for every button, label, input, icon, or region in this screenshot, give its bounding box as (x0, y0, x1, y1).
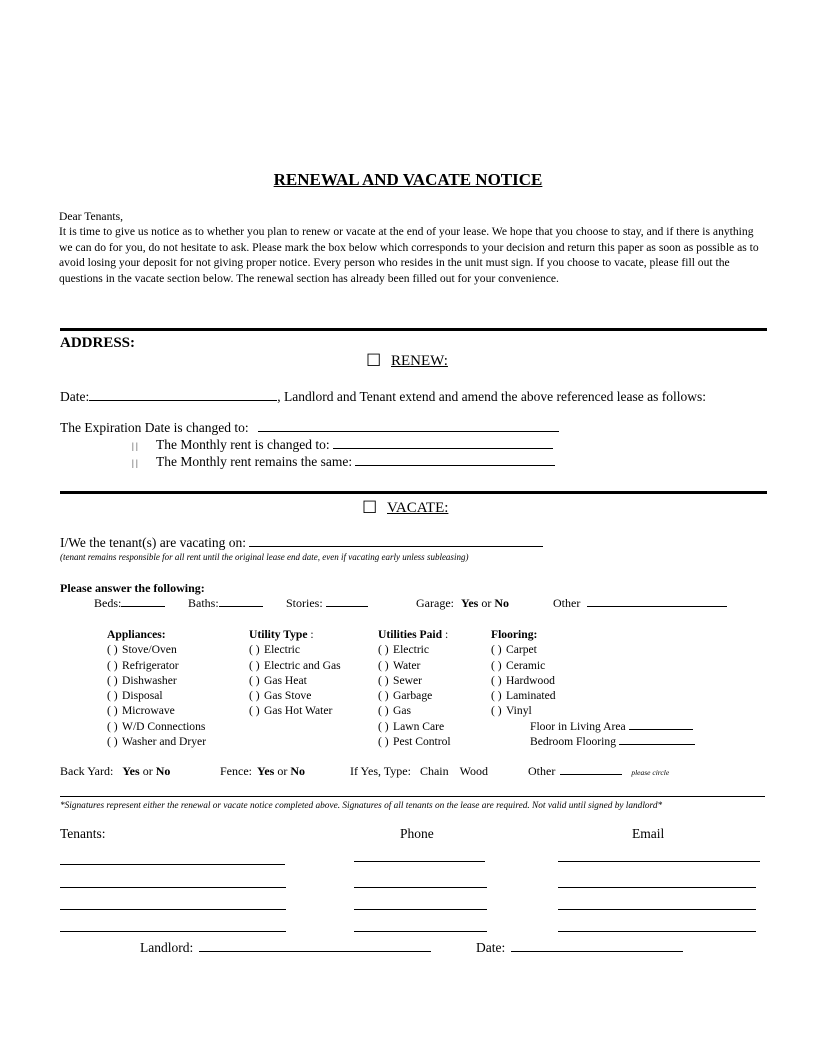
tenant-signature-line[interactable] (60, 887, 286, 888)
utilities-paid-heading: Utilities Paid : (378, 628, 449, 641)
fence-type-row (350, 764, 488, 779)
landlord-row (140, 940, 431, 956)
address-label: ADDRESS: (60, 335, 136, 351)
other-row (553, 596, 727, 611)
beds-label: Beds: (94, 596, 122, 610)
email-line[interactable] (558, 909, 756, 910)
phone-line[interactable] (354, 931, 487, 932)
appliances-heading: Appliances: (107, 628, 166, 641)
list-item[interactable]: ( ) Washer and Dryer (107, 735, 207, 749)
vacating-date-field[interactable] (249, 545, 543, 547)
renew-label: RENEW: (391, 353, 448, 369)
flooring-heading: Flooring: (491, 628, 538, 641)
utilities-paid-column (378, 627, 451, 749)
expiration-row (60, 420, 559, 436)
list-item[interactable]: ( ) Lawn Care (378, 719, 445, 733)
email-label: Email (632, 826, 665, 841)
fence-other-row (528, 764, 669, 779)
date-label: Date: (60, 389, 90, 404)
phone-line[interactable] (354, 909, 487, 910)
fence-label: Fence: (220, 764, 252, 778)
bedroom-flooring-row (530, 734, 695, 749)
stories-label: Stories: (286, 596, 323, 610)
utility-type-column (249, 627, 341, 719)
list-item[interactable]: ( ) W/D Connections (107, 719, 206, 733)
floor-living-row (530, 719, 693, 734)
vacate-label: VACATE: (387, 500, 449, 516)
divider (60, 491, 767, 494)
other-label: Other (553, 596, 581, 610)
fence-type-chain[interactable]: Chain (419, 764, 449, 778)
divider (60, 328, 767, 331)
list-item[interactable]: ( ) Hardwood (491, 673, 555, 687)
renew-date-row (60, 389, 706, 405)
baths-label: Baths: (188, 596, 219, 610)
fence-row (220, 764, 305, 779)
list-item[interactable]: ( ) Microwave (107, 704, 175, 718)
renew-header (366, 352, 448, 370)
divider (60, 796, 765, 797)
vacate-checkbox[interactable]: ☐ (362, 498, 378, 517)
rent-changed-label: The Monthly rent is changed to: (156, 437, 330, 452)
date-suffix: , Landlord and Tenant extend and amend the above referenced lease as follows: (277, 389, 707, 404)
rent-same-field[interactable] (355, 464, 555, 466)
appliances-column (107, 627, 206, 749)
landlord-date-line[interactable] (511, 950, 683, 952)
list-item[interactable]: ( ) Electric (249, 643, 301, 657)
rent-changed-row (132, 437, 553, 453)
landlord-signature-line[interactable] (199, 950, 431, 952)
list-item[interactable]: ( ) Ceramic (491, 658, 546, 672)
please-circle-note: please circle (631, 768, 670, 777)
phone-line[interactable] (354, 887, 487, 888)
other-field[interactable] (587, 605, 727, 607)
floor-living-label: Floor in Living Area (530, 720, 626, 733)
list-item[interactable]: ( ) Disposal (107, 689, 163, 703)
list-item[interactable]: ( ) Laminated (491, 689, 556, 703)
vacating-label: I/We the tenant(s) are vacating on: (60, 535, 246, 550)
garage-or: or (481, 596, 492, 610)
landlord-label: Landlord: (140, 940, 194, 955)
garage-row (416, 596, 509, 611)
beds-field[interactable] (121, 605, 165, 607)
greeting: Dear Tenants, (59, 210, 124, 223)
baths-row (188, 596, 263, 611)
list-item[interactable]: ( ) Garbage (378, 689, 433, 703)
tenant-signature-line[interactable] (60, 909, 286, 910)
baths-field[interactable] (219, 605, 263, 607)
fence-or: or (277, 764, 288, 778)
back-yard-row (60, 764, 170, 779)
renew-checkbox[interactable]: ☐ (366, 351, 382, 370)
garage-label: Garage: (416, 596, 454, 610)
expiration-field[interactable] (258, 430, 559, 432)
date-field[interactable] (89, 399, 277, 401)
list-item[interactable]: ( ) Sewer (378, 673, 422, 687)
list-item[interactable]: ( ) Gas Heat (249, 673, 307, 687)
rent-same-label: The Monthly rent remains the same: (156, 454, 353, 469)
stories-row (286, 596, 368, 611)
fence-type-wood[interactable]: Wood (459, 764, 488, 778)
email-line[interactable] (558, 861, 760, 862)
rent-same-checkbox[interactable]: | | (132, 458, 138, 468)
landlord-date-row (476, 940, 683, 956)
fence-other-field[interactable] (560, 773, 622, 775)
tenant-signature-line[interactable] (60, 931, 286, 932)
vacating-row (60, 535, 543, 551)
floor-living-field[interactable] (629, 728, 693, 730)
fence-no[interactable]: No (290, 764, 306, 778)
phone-label: Phone (400, 826, 434, 841)
utility-type-heading: Utility Type : (249, 628, 314, 641)
flooring-column (491, 627, 556, 719)
document-title: RENEWAL AND VACATE NOTICE (273, 170, 543, 189)
signature-note: *Signatures represent either the renewal or vacate notice completed above. Signatures of all tenants on the lease are required. Not valid until signed by landlord* (60, 801, 663, 811)
back-yard-yes[interactable]: Yes (122, 764, 140, 778)
fence-yes[interactable]: Yes (257, 764, 275, 778)
rent-same-row (132, 454, 555, 470)
bedroom-flooring-label: Bedroom Flooring (530, 735, 616, 748)
fence-type-label: If Yes, Type: (350, 764, 411, 778)
back-yard-no[interactable]: No (155, 764, 171, 778)
list-item[interactable]: ( ) Dishwasher (107, 673, 177, 687)
bedroom-flooring-field[interactable] (619, 743, 695, 745)
list-item[interactable]: ( ) Electric and Gas (249, 658, 341, 672)
vacate-note: (tenant remains responsible for all rent until the original lease end date, even if vacating early unless subleasing) (60, 552, 469, 562)
stories-field[interactable] (326, 605, 368, 607)
list-item[interactable]: ( ) Stove/Oven (107, 643, 177, 657)
email-line[interactable] (558, 931, 756, 932)
list-item[interactable]: ( ) Water (378, 658, 421, 672)
expiration-label: The Expiration Date is changed to: (60, 420, 249, 435)
garage-yes[interactable]: Yes (460, 596, 479, 610)
intro-paragraph (59, 209, 759, 286)
rent-changed-checkbox[interactable]: | | (132, 441, 138, 451)
list-item[interactable]: ( ) Gas (378, 704, 412, 718)
tenants-label: Tenants: (60, 826, 106, 841)
questions-heading: Please answer the following: (60, 581, 205, 595)
fence-other-label: Other (528, 764, 556, 778)
vacate-header (362, 499, 448, 517)
list-item[interactable]: ( ) Gas Stove (249, 689, 312, 703)
list-item[interactable]: ( ) Electric (378, 643, 430, 657)
garage-no[interactable]: No (494, 596, 509, 610)
list-item[interactable]: ( ) Carpet (491, 643, 537, 657)
list-item[interactable]: ( ) Vinyl (491, 704, 532, 718)
phone-line[interactable] (354, 861, 485, 862)
list-item[interactable]: ( ) Pest Control (378, 735, 451, 749)
list-item[interactable]: ( ) Refrigerator (107, 658, 179, 672)
email-line[interactable] (558, 887, 756, 888)
tenant-signature-line[interactable] (60, 864, 285, 865)
beds-row (94, 596, 165, 611)
landlord-date-label: Date: (476, 940, 506, 955)
rent-changed-field[interactable] (333, 447, 553, 449)
intro-body: It is time to give us notice as to whether you plan to renew or vacate at the end of your lease. We hope that you choose to stay, and if there is anything we can do for you, do not hesitate to ask. Please mark the box below which corresponds to your decision and return this paper as soon as possible as to avoid losing your deposit for not giving proper notice. Every person who resides in the unit must sign. If you choose to vacate, please fill out the questions in the vacate section below. The renewal section has already been filled out for your convenience. (59, 225, 759, 285)
back-yard-or: or (142, 764, 153, 778)
back-yard-label: Back Yard: (60, 764, 114, 778)
list-item[interactable]: ( ) Gas Hot Water (249, 704, 333, 718)
